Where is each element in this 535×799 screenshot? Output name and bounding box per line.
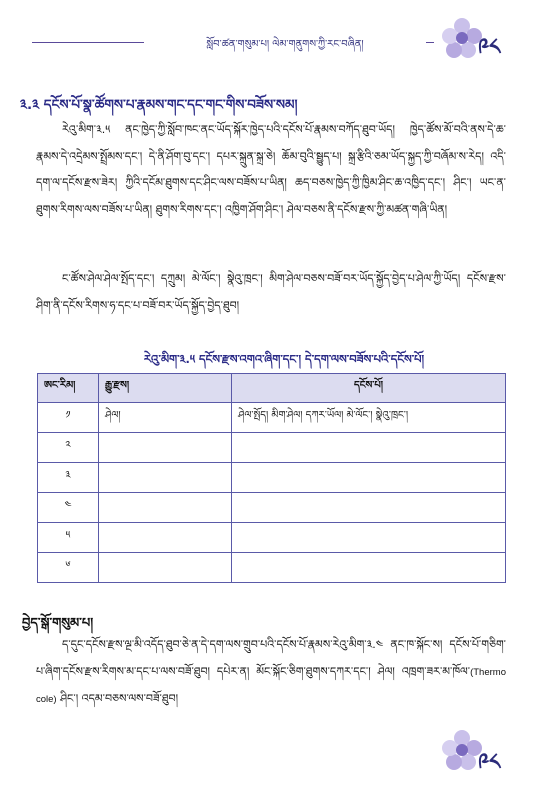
activity-heading: བྱེད་སྒོ་གསུམ་པ། (22, 616, 94, 631)
table-cell-material (99, 463, 232, 493)
column-header-serial: ཨང་རིམ། (38, 374, 99, 403)
table-cell-serial: ༣ (38, 463, 99, 493)
header-rule-left (32, 42, 144, 43)
table-cell-serial: ༡ (38, 403, 99, 433)
table-cell-objects (232, 493, 506, 523)
table-cell-serial: ༥ (38, 523, 99, 553)
body-paragraph-1: རེའུ་མིག་༣.༥ ནང་ཁྱེད་ཀྱི་སློབ་ཁང་ནང་ཡོད་སྐོར་ཁྱེད་པའི་དངོས་པོ་རྣམས་བཀོད་ཐུབ་ཡོད། ཁྱེད་ཚོས་མོ་བའི་ནས་དེ་ཆ་རྣམས་དེ་འདྲེམས་སྤྲོམས་དང་། དེ་ནི་ཤོག་བུ་དང་། དཔར་སྐྲུན་སྐྲ་ཅེ། ཆོམ་བུའི་སྦྱུད་པ། སྐྲ་རྩིའི་ཅམ་ཡོད་སྐྱད་ཀྱི་བཞོམ་ས་རེད། འདི་དག་ལ་དངོས་རྫས་ཟེར། ཀྱིའི་དངོམ་ཐུགས་དང་ཤིང་ལས་བཟོས་པ་ཡིན། ཆད་བཅས་ཁྱེད་ཀྱི་ཁྱིམ་ཤིང་ཆ་འཁྱིད་དང་། ཤིང་། ཡང་ན་ཐུགས་རིགས་ལས་བཟོས་པ་ཡིན། ཐུགས་རིགས་དང་། འཁྱིག་ཤོག་ཤིང་། ཤེལ་བཅས་ནི་དངོས་རྫས་ཀྱི་མཚན་གཞི་ཡིན། (36, 123, 506, 216)
table-row (38, 403, 506, 433)
table-cell-material (99, 553, 232, 583)
footer-page-number: ༩༨ (478, 750, 501, 775)
table-caption: རེའུ་མིག་༣.༥ དངོས་རྫས་འགའ་ཞིག་དང་། དེ་དག་ལས་བཟོས་པའི་དངོས་པོ། (143, 352, 425, 366)
table-cell-serial: ༤ (38, 493, 99, 523)
header-rule-right (426, 42, 434, 43)
materials-table (37, 373, 506, 583)
table-row (38, 463, 506, 493)
activity-paragraph (36, 632, 506, 714)
table-header-row (38, 374, 506, 403)
body-paragraph-2: ང་ཚོས་ཤེལ་ཤེལ་སྤོད་དང་། དཀྲུམ། མེ་ལོང་། སྣེའུ་ཁྲང་། མིག་ཤེལ་བཅས་བཟོ་བར་ཡོད་སྐྱོད་བྱེད་པ་ཤེལ་ཀྱི་ཡོད། དངོས་རྫས་ཤིག་ནི་དངོས་རིགས་ཧ་དང་པ་བཟོ་བར་ཡོད་སྐྱོད་བྱེད་ཐུབ། (36, 272, 506, 312)
table-row (38, 523, 506, 553)
table-cell-material (99, 523, 232, 553)
table-row (38, 433, 506, 463)
table-cell-objects (232, 463, 506, 493)
running-header-title: སློབ་ཚན་གསུམ་པ། ལེམ་གནུགས་ཀྱི་རང་བཞིན། (206, 39, 364, 50)
table-cell-material: ཤེལ། (99, 403, 232, 433)
activity-text-part2: ཤིང་། འདམ་བཅས་ལས་བཟོ་ཐུབ། (56, 692, 179, 705)
table-cell-material (99, 493, 232, 523)
table-cell-objects (232, 553, 506, 583)
header-page-number: ༩༨ (478, 35, 501, 60)
table-cell-material (99, 433, 232, 463)
table-cell-objects (232, 523, 506, 553)
table-row (38, 553, 506, 583)
section-heading: ༣.༣ དངོས་པོ་སྣ་ཚོགས་པ་རྣམས་གང་དང་གང་གིས་བཟོས་སམ། (20, 97, 298, 113)
column-header-objects: དངོས་པོ། (232, 374, 506, 403)
table-cell-objects (232, 433, 506, 463)
table-row (38, 493, 506, 523)
activity-text-part1: ད་དུང་དངོས་རྫས་ལྔ་མི་འདོད་ཐུབ་ཅེ་ན་དེ་དག་ལས་གྲུབ་པའི་དངོས་པོ་རྣམས་རེའུ་མིག་༣.༤ ནང་ཁ་སྐོང་ས། དངོས་པོ་གཅིག་པ་ཞིག་དངོས་རྫས་རིགས་མ་དང་པ་ལས་བཟོ་ཐུབ། དཔེར་ན། མོང་སྐོང་ཅིག་ཐུགས་དཀར་དང་། ཤེལ། འཁྲག་ཟར་མ་ཁོལ་ (36, 638, 506, 678)
table-cell-serial: ༢ (38, 433, 99, 463)
table-cell-serial: ༦ (38, 553, 99, 583)
thermocole-term: (Thermo cole) (36, 666, 506, 705)
column-header-material: རྒྱུ་རྫས། (99, 374, 232, 403)
table-cell-objects: ཤེལ་སྤོད། མིག་ཤེལ། དཀར་ཡོལ། མེ་ལོང་། སྣེའུ་ཁྲང་། (232, 403, 506, 433)
